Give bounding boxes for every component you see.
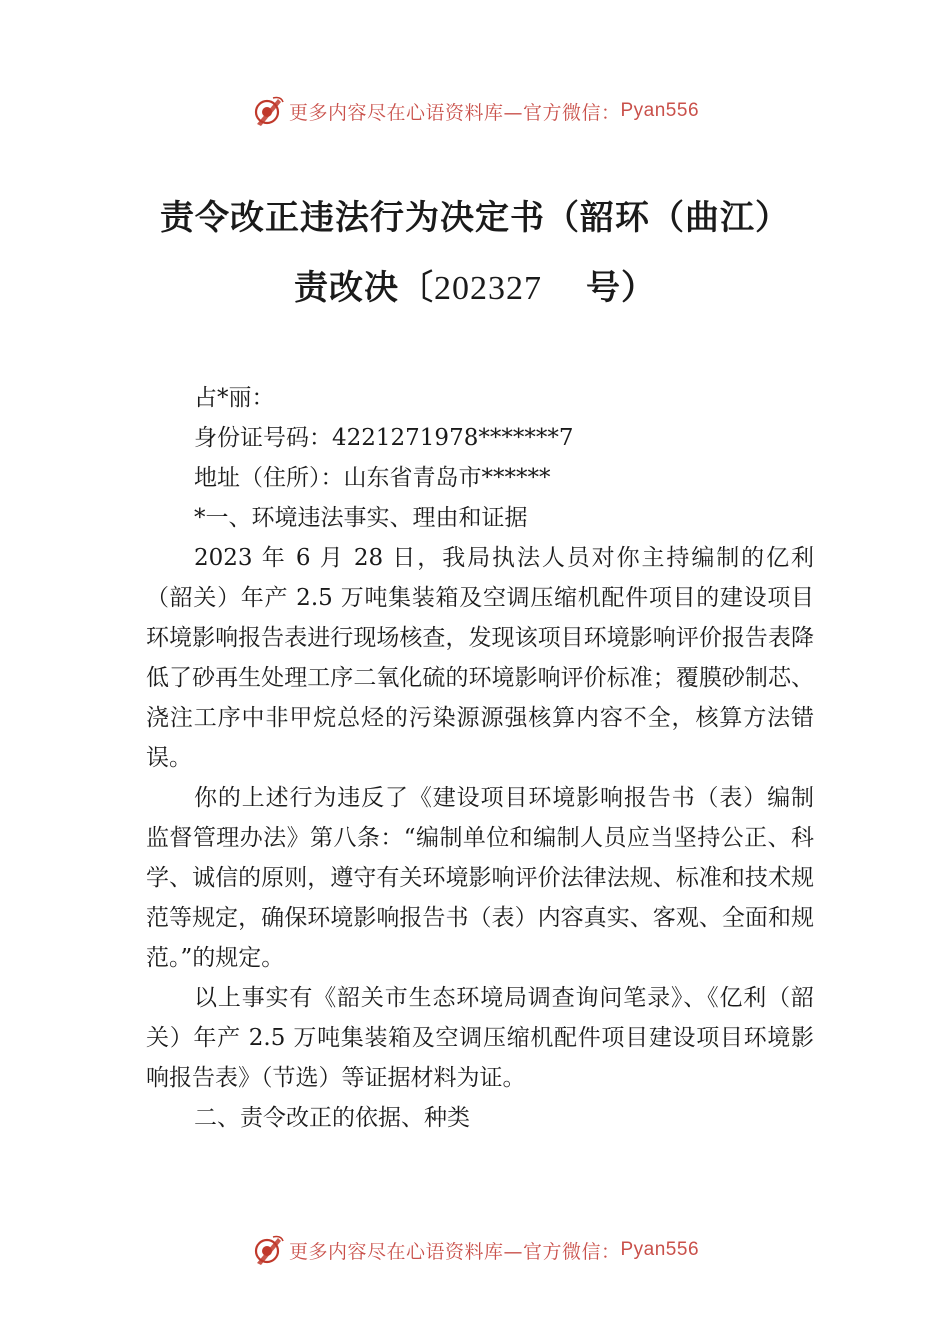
recipient-name: 占*丽： (194, 385, 275, 411)
title-number-suffix: 7 (524, 270, 542, 307)
paragraph-evidence: 以上事实有《韶关市生态环境局调查询问笔录》、《亿利（韶关）年产 2.5 万吨集装箱及空调压缩机配件项目建设项目环境影响报告表》（节选）等证据材料为证。 (146, 985, 814, 1091)
section-heading-2: 二、责令改正的依据、种类 (194, 1105, 470, 1131)
document-title-line2 (0, 266, 950, 311)
quill-logo-icon (251, 1233, 285, 1267)
watermark-wechat-id: Pyan556 (620, 1239, 700, 1260)
section-heading-1: *一、环境违法事实、理由和证据 (194, 505, 528, 531)
title-prefix: 责改决〔 (294, 268, 434, 308)
paragraph-violation: 你的上述行为违反了《建设项目环境影响报告书（表）编制监督管理办法》第八条：“编制单位和编制人员应当坚持公正、科学、诚信的原则，遵守有关环境影响评价法律法规、标准和技术规范等规定，确保环境影响报告书（表）内容真实、客观、全面和规范。”的规定。 (146, 785, 814, 971)
watermark-text: 更多内容尽在心语资料库—官方微信： (288, 101, 621, 124)
address-label: 地址（住所）： (194, 465, 344, 491)
watermark-wechat-id: Pyan556 (620, 100, 700, 121)
quill-logo-icon (251, 94, 285, 128)
recipient-id (146, 418, 814, 458)
watermark-text: 更多内容尽在心语资料库—官方微信： (288, 1240, 621, 1263)
title-end: 号） (586, 268, 656, 308)
watermark-footer (0, 1233, 950, 1267)
document-title-line1: 责令改正违法行为决定书（韶环（曲江） (160, 198, 790, 238)
watermark-header (0, 94, 950, 128)
recipient-address (146, 458, 814, 498)
paragraph-facts: 2023 年 6 月 28 日，我局执法人员对你主持编制的亿利（韶关）年产 2.5 万吨集装箱及空调压缩机配件项目的建设项目环境影响报告表进行现场核查，发现该项目环境影响评价报告表降低了砂再生处理工序二氧化硫的环境影响评价标准；覆膜砂制芯、浇注工序中非甲烷总烃的污染源源强核算内容不全，核算方法错误。 (146, 545, 814, 771)
address-value: 山东省青岛市****** (343, 465, 551, 491)
id-label: 身份证号码： (194, 425, 332, 451)
id-value: 4221271978*******7 (332, 425, 574, 451)
title-number: 20232 (434, 270, 524, 307)
document-body (146, 378, 814, 1138)
